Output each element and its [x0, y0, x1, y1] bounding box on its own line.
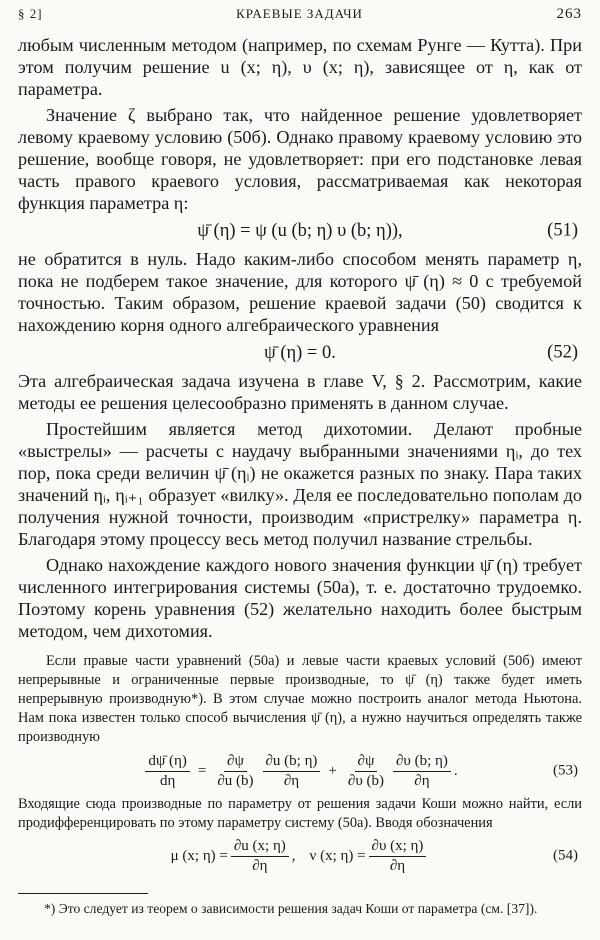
- small-paragraph-1: Если правые части уравнений (50а) и левые части краевых условий (50б) имеют непрерывные и ограниченные первые производные, то ψ̄ (η) также будет иметь непрерывную производную*). В этом случае можно построить аналог метода Ньютона. Нам пока известен только способ вычисления ψ̄ (η), а нужно научиться определять также производную: [18, 653, 582, 745]
- paragraph-5: Простейшим является метод дихотомии. Делают пробные «выстрелы» — расчеты с наудачу выбранными значениями ηᵢ, до тех пор, пока среди величин ψ̄ (ηᵢ) не окажется разных по знаку. Пара таких значений ηᵢ, ηᵢ₊₁ образует «вилку». Деля ее последовательно пополам до получения нужной точности, производим «пристрелку» параметра η. Благодаря этому процессу весь метод получил название стрельбы.: [18, 419, 582, 549]
- equation-52-body: ψ̄ (η) = 0.: [264, 342, 336, 363]
- equation-54: μ (x; η) = $\frac{\partial u (x; \eta)}{\partial\eta}$ , ν (x; η) = $\frac{\partial\upsilon (x; \eta)}{\partial\eta}$ (54): [170, 837, 578, 874]
- eq53-lhs: $\frac{d\psī (\eta)}{d\eta}$: [145, 753, 189, 790]
- eq53-frac-4: $\frac{\partial\upsilon (b; \eta)}{\partial\eta}$: [393, 753, 451, 790]
- eq54-mu-frac: $\frac{\partial u (x; \eta)}{\partial\eta}$: [231, 838, 289, 875]
- page-number: 263: [556, 6, 582, 22]
- footnote: *) Это следует из теорем о зависимости решения задач Коши от параметра (см. [37]).: [44, 901, 538, 916]
- running-title: КРАЕВЫЕ ЗАДАЧИ: [236, 6, 363, 21]
- paragraph-2: Значение ζ выбрано так, что найденное решение удовлетворяет левому краевому условию (50б). Однако правому краевому условию это решение, вообще говоря, не удовлетворяет: при его подстановке левая часть правого краевого условия, рассматриваемая как некоторая функция параметра η:: [18, 105, 582, 213]
- equation-52-number: (52): [547, 342, 578, 363]
- section-label: § 2]: [18, 6, 43, 21]
- eq54-nu-frac: $\frac{\partial\upsilon (x; \eta)}{\partial\eta}$: [369, 838, 427, 875]
- page-header: [18, 6, 582, 34]
- footnote-rule: [18, 893, 148, 894]
- eq53-frac-2: $\frac{\partial u (b; \eta)}{\partial\eta}$: [263, 753, 321, 790]
- small-paragraph-2: Входящие сюда производные по параметру от решения задачи Коши можно найти, если продифференцировать по этому параметру систему (50а). Вводя обозначения: [18, 796, 582, 831]
- paragraph-4: Эта алгебраическая задача изучена в главе V, § 2. Рассмотрим, какие методы ее решения целесообразно применять в данном случае.: [18, 371, 582, 413]
- equation-52: [18, 336, 582, 370]
- eq53-frac-3: $\frac{\partial\psi}{\partial\upsilon (b)}$: [347, 752, 384, 789]
- paragraph-1: любым численным методом (например, по схемам Рунге — Кутта). При этом получим решение u (x; η), υ (x; η), зависящее от η, как от параметра.: [18, 35, 582, 99]
- paragraph-6: Однако нахождение каждого нового значения функции ψ̄ (η) требует численного интегрирования системы (50а), т. е. достаточно трудоемко. Поэтому корень уравнения (52) желательно находить более быстрым методом, чем дихотомия.: [18, 555, 582, 641]
- equation-51: [18, 214, 582, 248]
- equation-53-number: (53): [553, 762, 578, 779]
- equation-53: $\frac{d\psī (\eta)}{d\eta}$ = $\frac{\partial\psi}{\partial u (b)}$ $\frac{\partial u (b; \eta)}{\partial\eta}$ + $\frac{\partial\psi}{\partial\upsilon (b)}$ $\frac{\partial\upsilon (b; \eta)}{\partial\eta}$ . (53): [18, 747, 582, 795]
- paragraph-3: не обратится в нуль. Надо каким-либо способом менять параметр η, пока не подберем такое значение, для которого ψ̄ (η) ≈ 0 с требуемой точностью. Таким образом, решение краевой задачи (50) сводится к нахождению корня одного алгебраического уравнения: [18, 249, 582, 335]
- equation-51-body: ψ̄ (η) = ψ (u (b; η) υ (b; η)),: [197, 220, 403, 241]
- equation-51-number: (51): [547, 220, 578, 241]
- equation-54-number: (54): [553, 847, 578, 864]
- eq53-frac-1: $\frac{\partial\psi}{\partial u (b)}$: [217, 752, 254, 789]
